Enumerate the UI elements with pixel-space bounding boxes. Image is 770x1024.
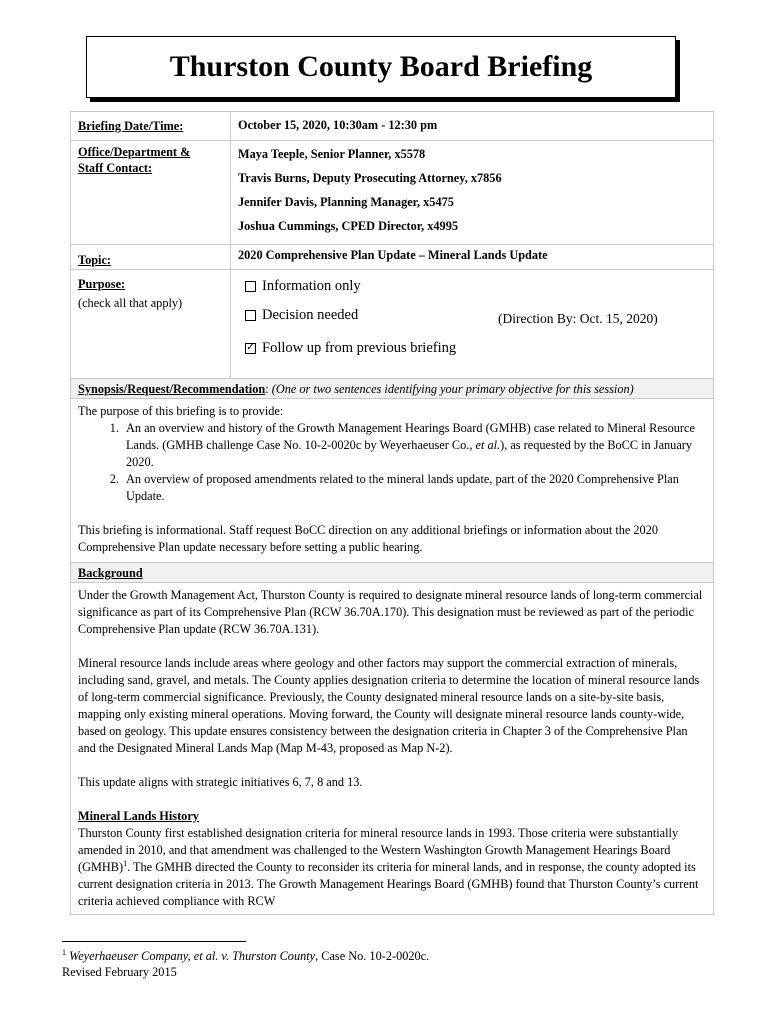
briefing-date-row: [71, 112, 713, 141]
page-title: Thurston County Board Briefing: [169, 50, 593, 83]
checkbox-follow-up[interactable]: [245, 340, 456, 357]
purpose-row: [71, 270, 713, 379]
background-header: [71, 563, 713, 583]
synopsis-body: [71, 399, 713, 563]
checkbox-information-only[interactable]: [245, 278, 361, 295]
checked-checkbox-icon[interactable]: ✓: [246, 342, 255, 353]
office-label-1: Office/Department &: [78, 145, 191, 159]
background-title: Background: [78, 566, 143, 580]
staff-contacts: [231, 141, 713, 238]
checkbox-decision-needed[interactable]: [245, 307, 358, 324]
title-box: [86, 36, 676, 98]
contact-item: Maya Teeple, Senior Planner, x5578: [238, 147, 426, 161]
footnote-ref[interactable]: 1: [123, 858, 128, 868]
contact-item: Joshua Cummings, CPED Director, x4995: [238, 219, 458, 233]
office-label-2: Staff Contact:: [78, 161, 153, 175]
synopsis-header: Synopsis/Request/Recommendation: (One or two sentences identifying your primary objective for this session): [71, 379, 713, 399]
checkbox-label: Decision needed: [262, 307, 359, 323]
background-paragraph: Under the Growth Management Act, Thurston County is required to designate mineral resource lands of long-term commercial significance as part of its Comprehensive Plan (RCW 36.70A.170). This designation must be reviewed as part of the periodic Comprehensive Plan update (RCW 36.70A.131).: [78, 588, 703, 636]
synopsis-closing: This briefing is informational. Staff request BoCC direction on any additional briefings or information about the 2020 Comprehensive Plan update necessary before setting a public hearing.: [78, 523, 659, 554]
list-item: 1. An an overview and history of the Growth Management Hearings Board (GMHB) case related to Mineral Resource Lands. (GMHB challenge Case No. 10-2-0020c by Weyerhaeuser Co., et al.), as requested by the BoCC in January 2020.: [122, 420, 706, 471]
topic-row: [71, 245, 713, 270]
purpose-sublabel: (check all that apply): [78, 296, 183, 310]
briefing-form: [70, 111, 714, 915]
revised-date: Revised February 2015: [62, 965, 177, 979]
topic-label: Topic:: [78, 253, 112, 267]
checkbox-icon[interactable]: [245, 281, 256, 292]
checkbox-icon[interactable]: [245, 310, 256, 321]
contact-item: Jennifer Davis, Planning Manager, x5475: [238, 195, 454, 209]
direction-by: (Direction By: Oct. 15, 2020): [498, 311, 658, 326]
footnote-divider: [62, 941, 246, 942]
synopsis-title: Synopsis/Request/Recommendation: [78, 382, 266, 396]
checkbox-label: Follow up from previous briefing: [262, 340, 457, 356]
footnote: $^1$ Weyerhaeuser Company, et al. v. Thurston County, Case No. 10-2-0020c. Revised February 2015: [62, 947, 430, 979]
synopsis-list: [78, 420, 706, 505]
synopsis-note: (One or two sentences identifying your primary objective for this session): [271, 382, 634, 396]
background-body: [71, 583, 713, 915]
background-paragraph: This update aligns with strategic initiatives 6, 7, 8 and 13.: [78, 775, 363, 789]
checkbox-label: Information only: [262, 278, 361, 294]
list-item: 2. An overview of proposed amendments related to the mineral lands update, part of the 2020 Comprehensive Plan Update.: [122, 471, 706, 505]
history-title: Mineral Lands History: [78, 809, 199, 823]
purpose-label: Purpose:: [78, 277, 126, 291]
briefing-date-label: Briefing Date/Time:: [78, 119, 184, 133]
history-paragraph: Thurston County first established designation criteria for mineral resource lands in 1993. Those criteria were substantially amended in 2010, and that amendment was challenged to the Western Washington Growth Management Hearings Board (GMHB)$^1$. The GMHB directed the County to reconsider its criteria for mineral lands, and in response, the county adopted its current designation criteria in 2013. The Growth Management Hearings Board (GMHB) found that Thurston County’s current criteria achieved compliance with RCW: [78, 826, 699, 908]
briefing-date-value: October 15, 2020, 10:30am - 12:30 pm: [238, 118, 438, 132]
contact-item: Travis Burns, Deputy Prosecuting Attorney, x7856: [238, 171, 502, 185]
background-paragraph: Mineral resource lands include areas where geology and other factors may support the commercial extraction of minerals, including sand, gravel, and metals. The County applies designation criteria to determine the location of mineral resource lands of long-term commercial significance. Previously, the County designated mineral resource lands on a site-by-site basis, mapping only existing mineral operations. Moving forward, the County will designate mineral resource lands county-wide, based on geology. This update ensures consistency between the designation criteria in Chapter 3 of the Comprehensive Plan and the Designated Mineral Lands Map (Map M-43, proposed as Map N-2).: [78, 656, 700, 755]
office-row: [71, 141, 713, 245]
footnote-case: Weyerhaeuser Company, et al. v. Thurston County: [69, 949, 316, 963]
topic-value: 2020 Comprehensive Plan Update – Mineral Lands Update: [238, 248, 548, 262]
synopsis-intro: The purpose of this briefing is to provide:: [78, 404, 284, 418]
